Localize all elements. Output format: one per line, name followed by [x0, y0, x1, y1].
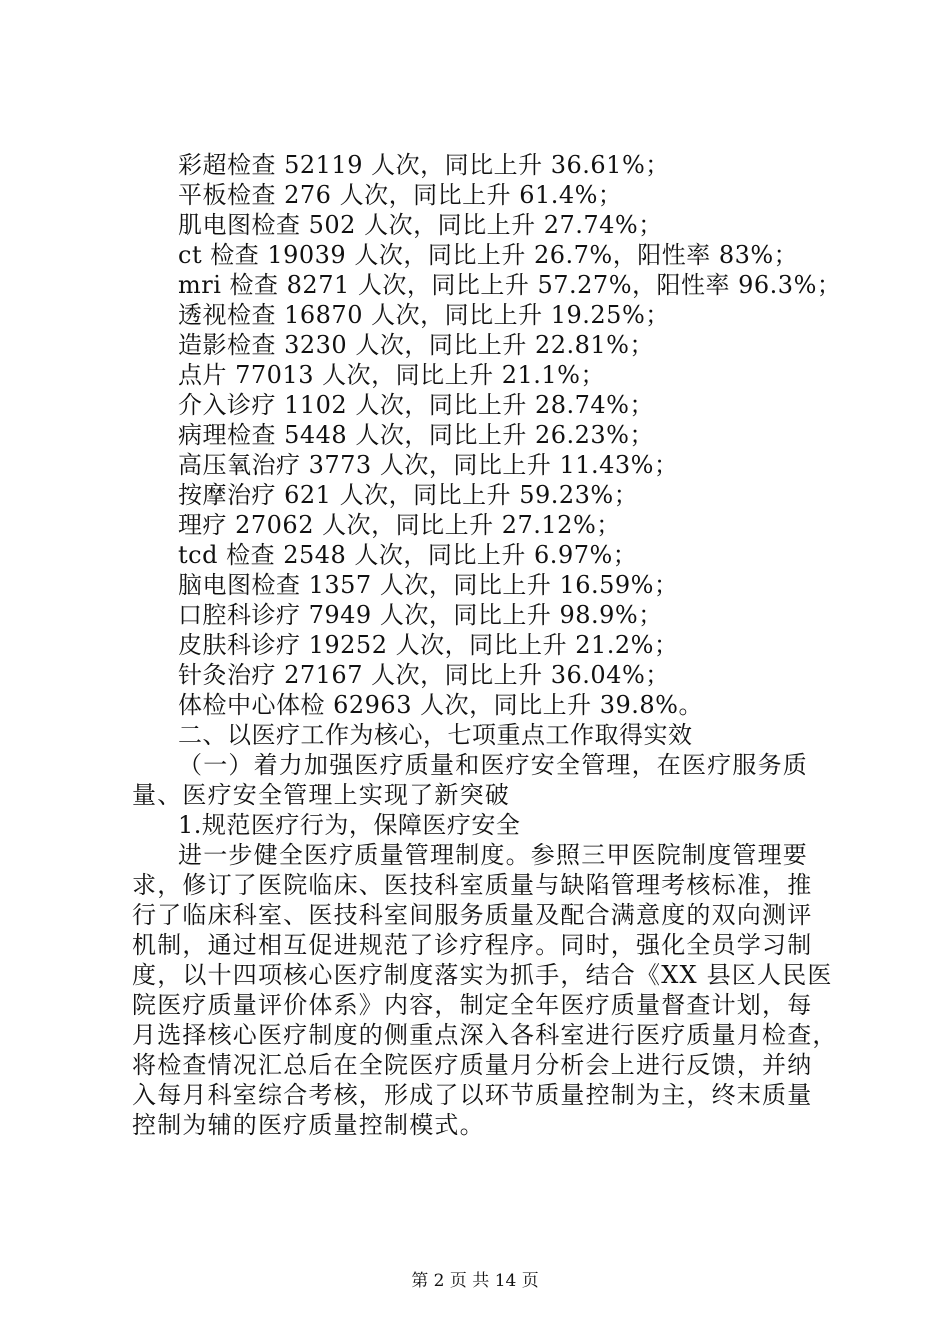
paragraph-line: 进一步健全医疗质量管理制度。参照三甲医院制度管理要: [178, 841, 808, 869]
stat-line: 点片 77013 人次，同比上升 21.1%；: [178, 361, 605, 389]
stat-line: 肌电图检查 502 人次，同比上升 27.74%；: [178, 211, 663, 239]
stat-line: 体检中心体检 62963 人次，同比上升 39.8%。: [178, 691, 703, 719]
section-heading: 二、以医疗工作为核心，七项重点工作取得实效: [178, 721, 693, 749]
stat-line: 彩超检查 52119 人次，同比上升 36.61%；: [178, 151, 670, 179]
stat-line: 介入诊疗 1102 人次，同比上升 28.74%；: [178, 391, 654, 419]
subsection-heading-line2: 量、医疗安全管理上实现了新突破: [132, 781, 510, 809]
stat-line: 皮肤科诊疗 19252 人次，同比上升 21.2%；: [178, 631, 679, 659]
stat-line: 平板检查 276 人次，同比上升 61.4%；: [178, 181, 623, 209]
stat-line: ct 检查 19039 人次，同比上升 26.7%，阳性率 83%；: [178, 241, 799, 269]
paragraph-line: 度，以十四项核心医疗制度落实为抓手，结合《XX 县区人民医: [132, 961, 833, 989]
stat-line: 造影检查 3230 人次，同比上升 22.81%；: [178, 331, 654, 359]
subsection-heading-line1: （一）着力加强医疗质量和医疗安全管理，在医疗服务质: [178, 751, 808, 779]
stat-line: 口腔科诊疗 7949 人次，同比上升 98.9%；: [178, 601, 663, 629]
stat-line: tcd 检查 2548 人次，同比上升 6.97%；: [178, 541, 638, 569]
stat-line: 针灸治疗 27167 人次，同比上升 36.04%；: [178, 661, 670, 689]
paragraph-line: 院医疗质量评价体系》内容，制定全年医疗质量督查计划，每: [132, 991, 813, 1019]
item-heading: 1.规范医疗行为，保障医疗安全: [178, 811, 521, 839]
page-footer: 第 2 页 共 14 页: [411, 1271, 539, 1291]
stat-line: 理疗 27062 人次，同比上升 27.12%；: [178, 511, 621, 539]
stat-line: 透视检查 16870 人次，同比上升 19.25%；: [178, 301, 670, 329]
stat-line: 病理检查 5448 人次，同比上升 26.23%；: [178, 421, 654, 449]
paragraph-line: 求，修订了医院临床、医技科室质量与缺陷管理考核标准，推: [132, 871, 813, 899]
paragraph-line: 机制，通过相互促进规范了诊疗程序。同时，强化全员学习制: [132, 931, 813, 959]
stat-line: 高压氧治疗 3773 人次，同比上升 11.43%；: [178, 451, 679, 479]
stat-line: mri 检查 8271 人次，同比上升 57.27%，阳性率 96.3%；: [178, 271, 842, 299]
paragraph-line: 月选择核心医疗制度的侧重点深入各科室进行医疗质量月检查，: [132, 1021, 838, 1049]
paragraph-line: 将检查情况汇总后在全院医疗质量月分析会上进行反馈，并纳: [132, 1051, 813, 1079]
paragraph-line: 入每月科室综合考核，形成了以环节质量控制为主，终末质量: [132, 1081, 813, 1109]
paragraph-line: 行了临床科室、医技科室间服务质量及配合满意度的双向测评: [132, 901, 813, 929]
stat-line: 脑电图检查 1357 人次，同比上升 16.59%；: [178, 571, 679, 599]
stat-line: 按摩治疗 621 人次，同比上升 59.23%；: [178, 481, 639, 509]
paragraph-line: 控制为辅的医疗质量控制模式。: [132, 1111, 485, 1139]
